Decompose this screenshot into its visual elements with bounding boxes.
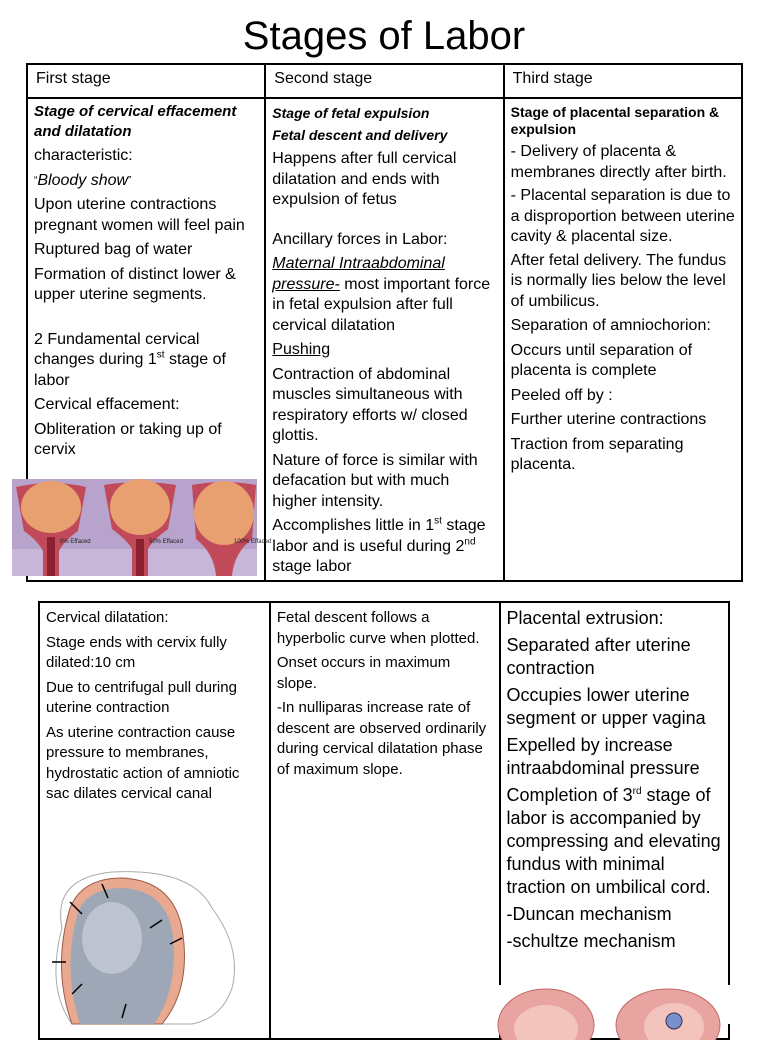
cervix-effacement-image [12, 479, 272, 576]
second-stage-p3 [272, 254, 496, 336]
row2-col3-p5-a: Completion of 3 [506, 785, 633, 805]
first-stage-p3: Formation of distinct lower & upper uterine segments. [34, 265, 236, 303]
header-second-stage: Second stage [265, 64, 503, 98]
third-stage-p7: Further uterine contractions [510, 411, 707, 428]
third-stage-p4: Separation of amniochorion: [510, 317, 711, 334]
second-stage-p7-sup2: nd [464, 536, 476, 548]
second-stage-p2: Ancillary forces in Labor: [272, 230, 448, 248]
label-100-effaced: 100% Effaced [234, 539, 272, 545]
row2-col3-p6: -Duncan mechanism [506, 904, 672, 924]
row2-col1-p1: Cervical dilatation: [46, 609, 169, 626]
third-stage-cell [504, 98, 742, 581]
amniotic-sac-image [42, 868, 250, 1024]
row2-col3-p5-sup: rd [632, 786, 642, 797]
third-stage-subtitle: Stage of placental separation & expulsion [510, 104, 720, 137]
fetal-descent-cell [270, 602, 500, 1039]
first-stage-subtitle: Stage of cervical effacement and dilatation [34, 103, 237, 140]
amniotic-sac-drawing [42, 868, 250, 1024]
row2-col3-p5 [507, 784, 722, 899]
row2-col1-p4: As uterine contraction cause pressure to membranes, hydrostatic action of amniotic sac dilates cervical canal [46, 723, 240, 802]
row2-col3-p4: Expelled by increase intraabdominal pressure [506, 735, 700, 778]
label-0-effaced: 0% Effaced [60, 539, 91, 545]
row2-col2-p2: Onset occurs in maximum slope. [276, 654, 451, 692]
third-stage-p8: Traction from separating placenta. [510, 435, 684, 473]
maternal-pressure-term: Maternal Intraabdominal pressure- [272, 255, 445, 293]
first-stage-p1: Upon uterine contractions pregnant women will feel pain [34, 196, 245, 234]
second-stage-p3-b: most important force in fetal expulsion after full cervical dilatation [272, 275, 491, 334]
second-stage-p6: Nature of force is similar with defacation but with much higher intensity. [272, 451, 478, 510]
first-stage-p4-a: 2 Fundamental cervical changes during 1 [34, 330, 200, 368]
second-stage-cell [265, 98, 503, 581]
third-stage-p2: - Placental separation is due to a disproportion between uterine cavity & placental size. [510, 187, 735, 245]
first-stage-p4 [34, 330, 258, 392]
pushing-heading: Pushing [272, 341, 331, 358]
third-stage-p3: After fetal delivery. The fundus is normally lies below the level of umbilicus. [510, 251, 727, 310]
second-stage-subtitle-1: Stage of fetal expulsion [272, 105, 430, 121]
cervix-effacement-drawing [12, 479, 272, 576]
bloody-show-line: “Bloody show” [34, 171, 132, 189]
second-stage-p7-a: Accomplishes little in 1 [272, 517, 435, 534]
second-stage-subtitle-2: Fetal descent and delivery [272, 127, 448, 143]
second-stage-p7-sup1: st [434, 515, 442, 527]
header-third-stage: Third stage [504, 64, 742, 98]
placenta-drawing [498, 985, 758, 1024]
row2-col1-p2: Stage ends with cervix fully dilated:10 cm [46, 633, 227, 671]
first-stage-characteristic: characteristic: [34, 147, 133, 164]
label-50-effaced: 50% Effaced [149, 539, 183, 545]
row2-col1-p3: Due to centrifugal pull during uterine contraction [46, 678, 237, 716]
row2-col2-p3: -In nulliparas increase rate of descent are observed ordinarily during cervical dilatation phase of maximum slope. [276, 699, 487, 778]
third-stage-p5: Occurs until separation of placenta is complete [510, 341, 693, 379]
first-stage-p5: Cervical effacement: [34, 396, 180, 413]
second-stage-p7-c: stage labor [272, 558, 352, 575]
first-stage-p4-sup: st [156, 349, 165, 361]
third-stage-p6: Peeled off by : [510, 386, 613, 404]
header-first-stage: First stage [27, 64, 265, 98]
second-stage-p7 [272, 516, 496, 578]
page-title: Stages of Labor [242, 14, 526, 58]
first-stage-p4-b: stage of labor [34, 351, 226, 389]
first-stage-p2: Ruptured bag of water [34, 241, 193, 258]
row2-col3-p2: Separated after uterine contraction [506, 635, 691, 678]
row2-col3-p5-b: stage of labor is accompanied by compressing and elevating fundus with minimal traction on umbilical cord. [506, 785, 721, 897]
third-stage-p1: - Delivery of placenta & membranes directly after birth. [510, 143, 727, 181]
second-stage-p5: Contraction of abdominal muscles simultaneous with respiratory efforts w/ closed glottis. [272, 365, 468, 444]
first-stage-p6: Obliteration or taking up of cervix [34, 420, 222, 458]
row2-col2-p1: Fetal descent follows a hyperbolic curve when plotted. [276, 609, 480, 647]
row2-col3-p7: -schultze mechanism [506, 931, 676, 951]
row2-col3-p3: Occupies lower uterine segment or upper vagina [506, 685, 706, 728]
second-stage-p1: Happens after full cervical dilatation and ends with expulsion of fetus [272, 150, 457, 208]
placenta-mechanism-image [498, 985, 758, 1024]
second-stage-p7-b: stage labor and is useful during 2 [272, 517, 486, 555]
row2-col3-p1: Placental extrusion: [506, 608, 664, 628]
bloody-show-text: Bloody show [37, 171, 129, 189]
placental-extrusion-cell [500, 602, 729, 1039]
